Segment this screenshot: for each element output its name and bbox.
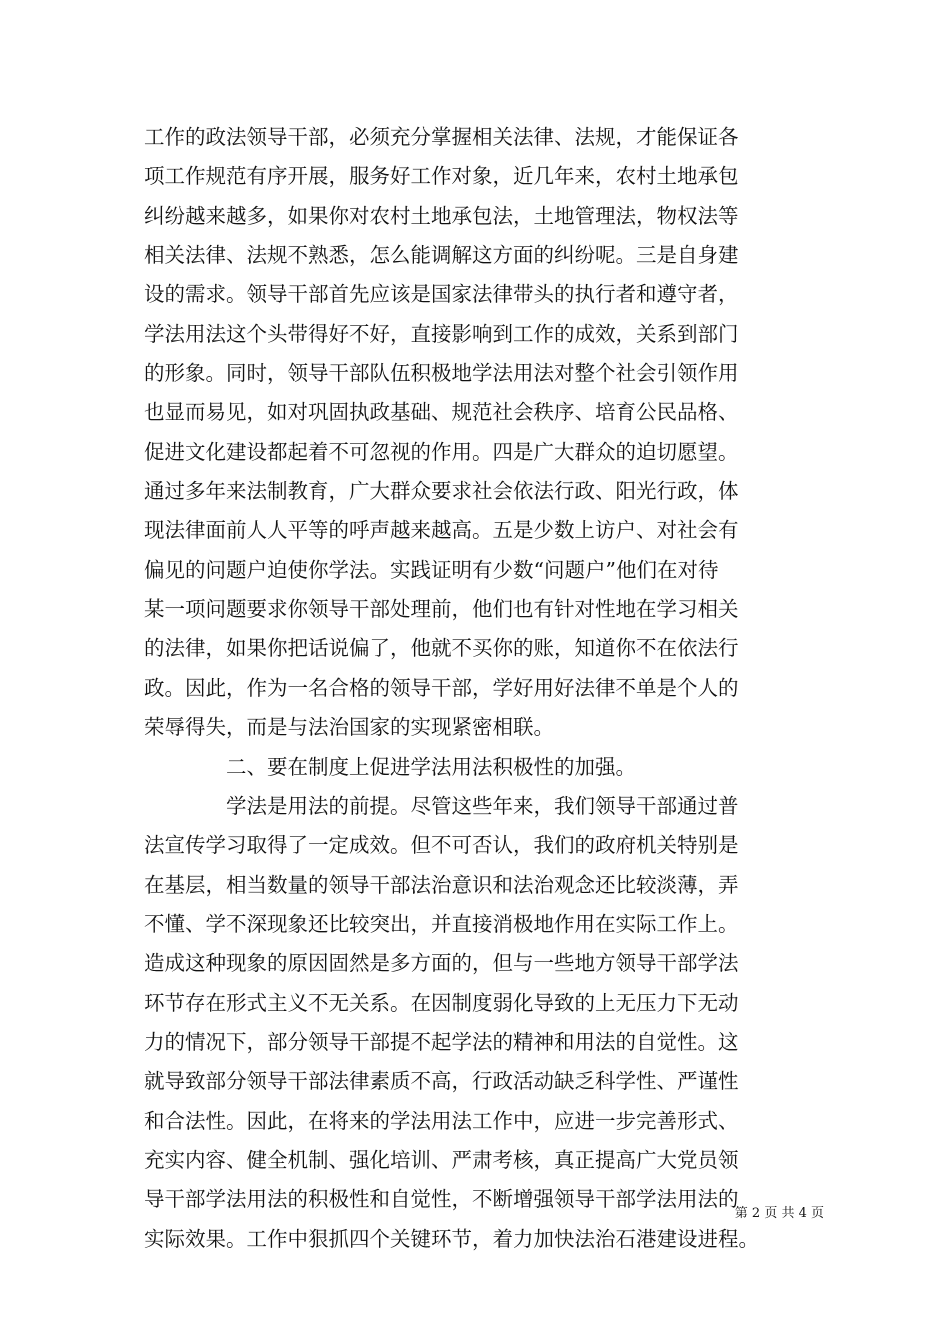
text-line: 法宣传学习取得了一定成效。但不可否认，我们的政府机关特别是: [144, 833, 739, 858]
text-line: 的法律，如果你把话说偏了，他就不买你的账，知道你不在依法行: [144, 636, 739, 661]
text-line: 项工作规范有序开展，服务好工作对象，近几年来，农村土地承包: [144, 164, 739, 189]
text-line: 促进文化建设都起着不可忽视的作用。四是广大群众的迫切愿望。: [144, 439, 739, 464]
text-line: 实际效果。工作中狠抓四个关键环节，着力加快法治石港建设进程。: [144, 1226, 759, 1251]
text-line: 环节存在形式主义不无关系。在因制度弱化导致的上无压力下无动: [144, 990, 739, 1015]
text-line: 偏见的问题户迫使你学法。实践证明有少数“问题户”他们在对待: [144, 557, 719, 582]
text-line: 导干部学法用法的积极性和自觉性，不断增强领导干部学法用法的: [144, 1187, 739, 1212]
text-line: 荣辱得失，而是与法治国家的实现紧密相联。: [144, 715, 554, 740]
text-line: 就导致部分领导干部法律素质不高，行政活动缺乏科学性、严谨性: [144, 1069, 739, 1094]
text-line: 充实内容、健全机制、强化培训、严肃考核，真正提高广大党员领: [144, 1147, 739, 1172]
text-line: 某一项问题要求你领导干部处理前，他们也有针对性地在学习相关: [144, 597, 739, 622]
document-body: [144, 118, 824, 1259]
text-line: 和合法性。因此，在将来的学法用法工作中，应进一步完善形式、: [144, 1108, 739, 1133]
text-line: 也显而易见，如对巩固执政基础、规范社会秩序、培育公民品格、: [144, 400, 739, 425]
text-line: 纠纷越来越多，如果你对农村土地承包法，土地管理法，物权法等: [144, 203, 739, 228]
text-line: 政。因此，作为一名合格的领导干部，学好用好法律不单是个人的: [144, 675, 739, 700]
text-line: 通过多年来法制教育，广大群众要求社会依法行政、阳光行政，体: [144, 479, 739, 504]
text-line: 的形象。同时，领导干部队伍积极地学法用法对整个社会引领作用: [144, 361, 739, 386]
text-line: 力的情况下，部分领导干部提不起学法的精神和用法的自觉性。这: [144, 1029, 739, 1054]
text-line: 工作的政法领导干部，必须充分掌握相关法律、法规，才能保证各: [144, 125, 739, 149]
text-line: 在基层，相当数量的领导干部法治意识和法治观念还比较淡薄，弄: [144, 872, 739, 897]
text-line: 现法律面前人人平等的呼声越来越高。五是少数上访户、对社会有: [144, 518, 739, 543]
text-line: 不懂、学不深现象还比较突出，并直接消极地作用在实际工作上。: [144, 911, 739, 936]
text-line: 相关法律、法规不熟悉，怎么能调解这方面的纠纷呢。三是自身建: [144, 243, 739, 268]
text-line: 造成这种现象的原因固然是多方面的，但与一些地方领导干部学法: [144, 951, 739, 976]
text-line: 学法用法这个头带得好不好，直接影响到工作的成效，关系到部门: [144, 321, 739, 346]
text-line: 设的需求。领导干部首先应该是国家法律带头的执行者和遵守者，: [144, 282, 739, 307]
section-heading: 二、要在制度上促进学法用法积极性的加强。: [144, 754, 636, 779]
page-number-footer: 第 2 页 共 4 页: [734, 1206, 824, 1221]
text-line: 学法是用法的前提。尽管这些年来，我们领导干部通过普: [144, 793, 739, 818]
